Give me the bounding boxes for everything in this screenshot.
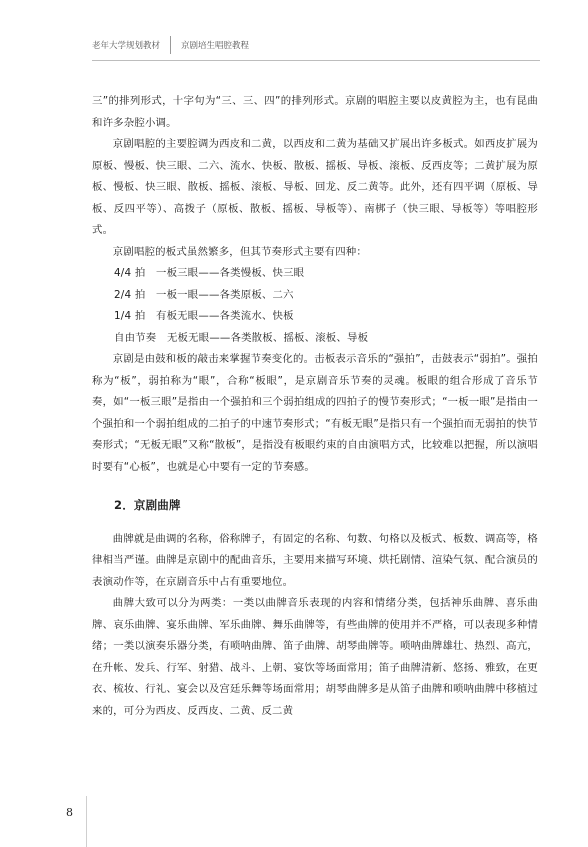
paragraph-qupai-types: 曲牌大致可以分为两类：一类以曲牌音乐表现的内容和情绪分类，包括神乐曲牌、喜乐曲牌、哀乐曲牌、宴乐曲牌、军乐曲牌、舞乐曲牌等，有些曲牌的使用并不严格，可以表现多种情绪；一类以演奏乐器分类，有唢呐曲牌、笛子曲牌、胡琴曲牌等。唢呐曲牌雄壮、热烈、高亢，在升帐、发兵、行军、射猎、战斗、上朝、宴饮等场面常用；笛子曲牌清新、悠扬、雅致，在更衣、梳妆、行礼、宴会以及宫廷乐舞等场面常用；胡琴曲牌多是从笛子曲牌和唢呐曲牌中移植过来的，可分为西皮、反西皮、二黄、反二黄 (92, 597, 538, 717)
rhythm-line: 1/4 拍 有板无眼——各类流水、快板 (114, 310, 294, 322)
page-number: 8 (66, 806, 73, 819)
running-header (92, 36, 249, 54)
rhythm-list (92, 263, 538, 349)
header-rule (92, 60, 540, 61)
paragraph-qupai-definition: 曲牌就是曲调的名称，俗称牌子，有固定的名称、句数、句格以及板式、板数、调高等，格律相当严谨。曲牌是京剧中的配曲音乐，主要用来描写环境、烘托剧情、渲染气氛、配合演员的表演动作等，在京剧音乐中占有重要地位。 (92, 532, 538, 588)
paragraph-continued: 三”的排列形式，十字句为“三、三、四”的排列形式。京剧的唱腔主要以皮黄腔为主，也有昆曲和许多杂腔小调。 (92, 95, 538, 129)
paragraph-rhythm-intro: 京剧唱腔的板式虽然繁多，但其节奏形式主要有四种： (112, 245, 367, 258)
rhythm-line: 2/4 拍 一板一眼——各类原板、二六 (114, 288, 294, 301)
book-title: 京剧培生唱腔教程 (181, 41, 250, 51)
rhythm-line: 4/4 拍 一板三眼——各类慢板、快三眼 (114, 267, 305, 279)
paragraph-tune-types: 京剧唱腔的主要腔调为西皮和二黄，以西皮和二黄为基础又扩展出许多板式。如西皮扩展为原板、慢板、快三眼、二六、流水、快板、散板、摇板、导板、滚板、反西皮等；二黄扩展为原板、慢板、快三眼、散板、摇板、滚板、导板、回龙、反二黄等。此外，还有四平调（原板、导板、反四平等）、高拨子（原板、散板、摇板、导板等）、南梆子（快三眼、导板等）等唱腔形式。 (92, 138, 538, 236)
rhythm-line: 自由节奏 无板无眼——各类散板、摇板、滚板、导板 (114, 331, 369, 344)
footer-rule (86, 796, 87, 847)
section-title: 2．京剧曲牌 (114, 498, 181, 512)
page-body (92, 91, 538, 722)
paragraph-banyan: 京剧是由鼓和板的敲击来掌握节奏变化的。击板表示音乐的“强拍”，击鼓表示“弱拍”。强拍称为“板”，弱拍称为“眼”，合称“板眼”，是京剧音乐节奏的灵魂。板眼的组合形成了音乐节奏，如“一板三眼”是指由一个强拍和三个弱拍组成的四拍子的慢节奏形式；“一板一眼”是指由一个强拍和一个弱拍组成的二拍子的中速节奏形式；“有板无眼”是指只有一个强拍而无弱拍的快节奏形式；“无板无眼”又称“散板”，是指没有板眼约束的自由演唱方式，比较难以把握，所以演唱时要有“心板”，也就是心中要有一定的节奏感。 (92, 353, 538, 473)
header-divider (170, 36, 171, 54)
series-name: 老年大学规划教材 (92, 41, 161, 51)
